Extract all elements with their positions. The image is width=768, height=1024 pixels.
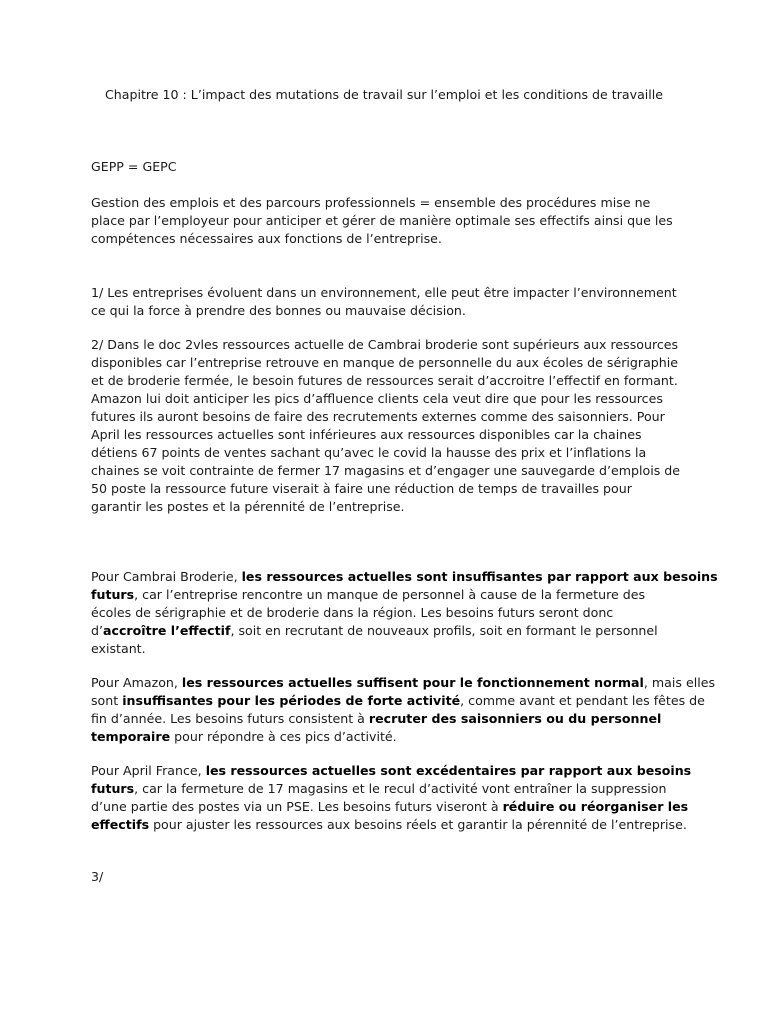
amazon-text: sont <box>91 693 123 708</box>
answer-2-line: chaines se voit contrainte de fermer 17 magasins et d’engager une sauvegarde d’emplois de <box>91 463 681 478</box>
april-line <box>91 762 691 780</box>
gepp-heading: GEPP = GEPC <box>91 159 177 174</box>
cambrai-line: existant. <box>91 641 146 656</box>
amazon-line <box>91 692 705 710</box>
cambrai-text: Pour Cambrai Broderie, <box>91 569 242 584</box>
cambrai-line <box>91 568 718 586</box>
amazon-line <box>91 710 691 728</box>
april-text: pour ajuster les ressources aux besoins réels et garantir la pérennité de l’entreprise. <box>149 817 687 832</box>
cambrai-text: d’ <box>91 623 103 638</box>
amazon-bold-text: les ressources actuelles suffisent pour le fonctionnement normal <box>181 675 644 690</box>
amazon-bold-text: temporaire <box>91 729 171 744</box>
april-text: , car la fermeture de 17 magasins et le recul d’activité vont entraîner la suppression <box>134 781 667 796</box>
cambrai-text: , soit en recrutant de nouveaux profils, soit en formant le personnel <box>230 623 658 638</box>
amazon-line <box>91 728 691 746</box>
answer-2-line: Amazon lui doit anticiper les pics d’affluence clients cela veut dire que pour les ressources <box>91 391 663 406</box>
amazon-text: , mais elles <box>643 675 716 690</box>
april-text: Pour April France, <box>91 763 206 778</box>
definition-line: Gestion des emplois et des parcours professionnels = ensemble des procédures mise ne <box>91 195 651 210</box>
answer-1-line: ce qui la force à prendre des bonnes ou mauvaise décision. <box>91 303 466 318</box>
amazon-text: , comme avant et pendant les fêtes de <box>460 693 705 708</box>
answer-1-line: 1/ Les entreprises évoluent dans un environnement, elle peut être impacter l’environnement <box>91 285 677 300</box>
page-title: Chapitre 10 : L’impact des mutations de travail sur l’emploi et les conditions de travaille <box>104 87 664 102</box>
april-text: d’une partie des postes via un PSE. Les besoins futurs viseront à <box>91 799 503 814</box>
definition-line: place par l’employeur pour anticiper et gérer de manière optimale ses effectifs ainsi que les <box>91 213 673 228</box>
april-bold-text: futurs <box>91 781 135 796</box>
cambrai-text: , car l’entreprise rencontre un manque de personnel à cause de la fermeture des <box>134 587 646 602</box>
answer-3-heading: 3/ <box>91 869 104 884</box>
cambrai-line <box>91 622 691 640</box>
cambrai-bold-text: accroître l’effectif <box>103 623 231 638</box>
answer-2-line: détiens 67 points de ventes sachant qu’avec le covid la hausse des prix et l’inflations la <box>91 445 647 460</box>
cambrai-line <box>91 586 691 604</box>
answer-2-line: April les ressources actuelles sont inférieures aux ressources disponibles car la chaines <box>91 427 642 442</box>
april-line <box>91 780 691 798</box>
amazon-text: fin d’année. Les besoins futurs consistent à <box>91 711 369 726</box>
answer-2-line: futures ils auront besoins de faire des recrutements externes comme des saisonniers. Pour <box>91 409 665 424</box>
cambrai-bold-text: les ressources actuelles sont insuffisantes par rapport aux besoins <box>241 569 718 584</box>
answer-2-line: 2/ Dans le doc 2vles ressources actuelle de Cambrai broderie sont supérieurs aux ressources <box>91 337 679 352</box>
amazon-bold-text: recruter des saisonniers ou du personnel <box>368 711 662 726</box>
amazon-text: pour répondre à ces pics d’activité. <box>170 729 397 744</box>
april-bold-text: effectifs <box>91 817 150 832</box>
answer-2-line: 50 poste la ressource future viserait à faire une réduction de temps de travailles pour <box>91 481 632 496</box>
cambrai-line: écoles de sérigraphie et de broderie dans la région. Les besoins futurs seront donc <box>91 605 614 620</box>
cambrai-bold-text: futurs <box>91 587 135 602</box>
april-line <box>91 816 691 834</box>
amazon-text: Pour Amazon, <box>91 675 182 690</box>
amazon-bold-text: insuffisantes pour les périodes de forte activité <box>122 693 461 708</box>
answer-2-line: disponibles car l’entreprise retrouve en manque de personnelle du aux écoles de sérigraphie <box>91 355 679 370</box>
definition-line: compétences nécessaires aux fonctions de l’entreprise. <box>91 231 442 246</box>
april-bold-text: réduire ou réorganiser les <box>502 799 689 814</box>
amazon-line <box>91 674 716 692</box>
april-bold-text: les ressources actuelles sont excédentaires par rapport aux besoins <box>205 763 692 778</box>
answer-2-line: garantir les postes et la pérennité de l’entreprise. <box>91 499 405 514</box>
april-line <box>91 798 691 816</box>
answer-2-line: et de broderie fermée, le besoin futures de ressources serait d’accroitre l’effectif en formant. <box>91 373 678 388</box>
